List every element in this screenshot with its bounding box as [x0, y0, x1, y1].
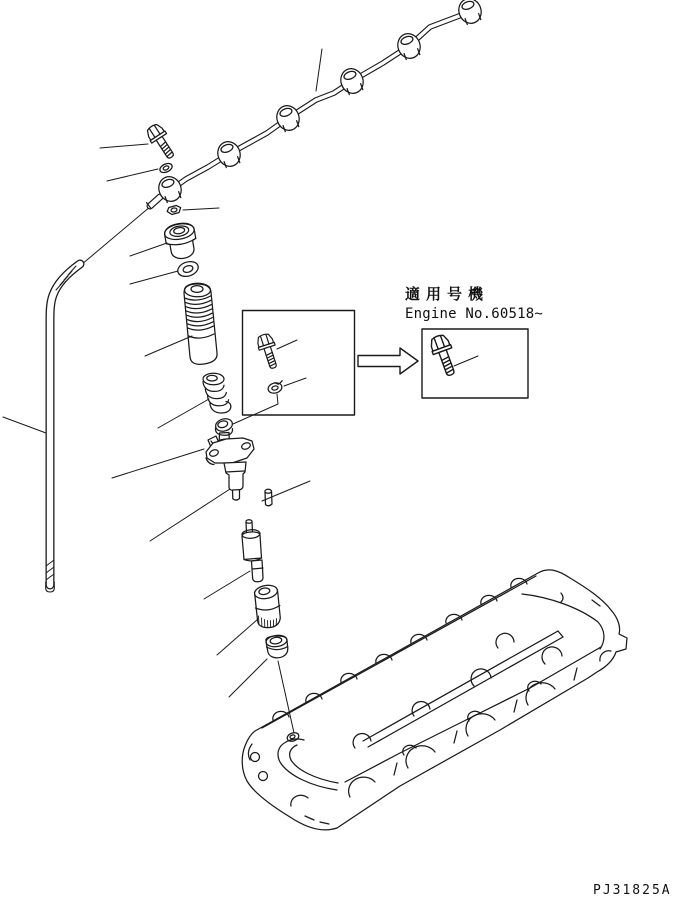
callout-box-new: [422, 329, 528, 398]
pipe-fitting: [337, 65, 366, 96]
injector-sleeve: [145, 283, 217, 364]
applicability-caption-jp: 適用号機: [405, 285, 490, 303]
cap-leader: [229, 659, 267, 697]
pipe-fitting: [455, 0, 484, 27]
holder-bushing: [130, 221, 199, 261]
fuel-return-pipe: [147, 0, 485, 208]
callout-connection-line: [233, 394, 278, 424]
injector-sleeve-leader: [145, 336, 192, 356]
new-mount-bolt: [428, 333, 461, 378]
washer-large-leader: [130, 271, 178, 284]
banjo-bolt-leader: [100, 144, 148, 148]
holder-leader-2: [150, 489, 230, 541]
nut-leader: [217, 619, 258, 655]
drawing-code-label: PJ31825A: [593, 883, 672, 898]
fuel-line-tube: [3, 206, 151, 592]
washer-upper-leader: [107, 169, 158, 181]
cylinder-head: [242, 570, 627, 830]
injector-holder: [112, 417, 254, 541]
holder-bushing-leader: [130, 243, 167, 256]
callout-box-current: [243, 311, 355, 416]
change-arrow-icon: [358, 348, 418, 374]
banjo-bolt: [100, 122, 179, 162]
washer-nut-small: [166, 205, 219, 216]
lock-washer-leader: [284, 378, 306, 386]
lock-washer: [267, 381, 285, 395]
spring-leader: [158, 399, 209, 428]
pipe-leader-line: [316, 49, 322, 91]
mount-bolt-leader: [277, 340, 297, 349]
holder-leader-1: [112, 449, 204, 478]
tube-leader-line: [3, 417, 46, 433]
mount-bolt: [255, 332, 282, 370]
washer-nut-leader: [183, 208, 219, 210]
dowel-pin: [262, 481, 310, 506]
new-mount-bolt-leader: [454, 356, 478, 366]
nozzle-leader: [204, 571, 250, 599]
applicability-caption-en: Engine No.60518~: [405, 306, 544, 322]
pipe-fitting: [273, 102, 302, 133]
injection-nozzle: [204, 520, 263, 599]
pipe-fitting: [214, 138, 243, 169]
washer-large: [130, 259, 200, 284]
